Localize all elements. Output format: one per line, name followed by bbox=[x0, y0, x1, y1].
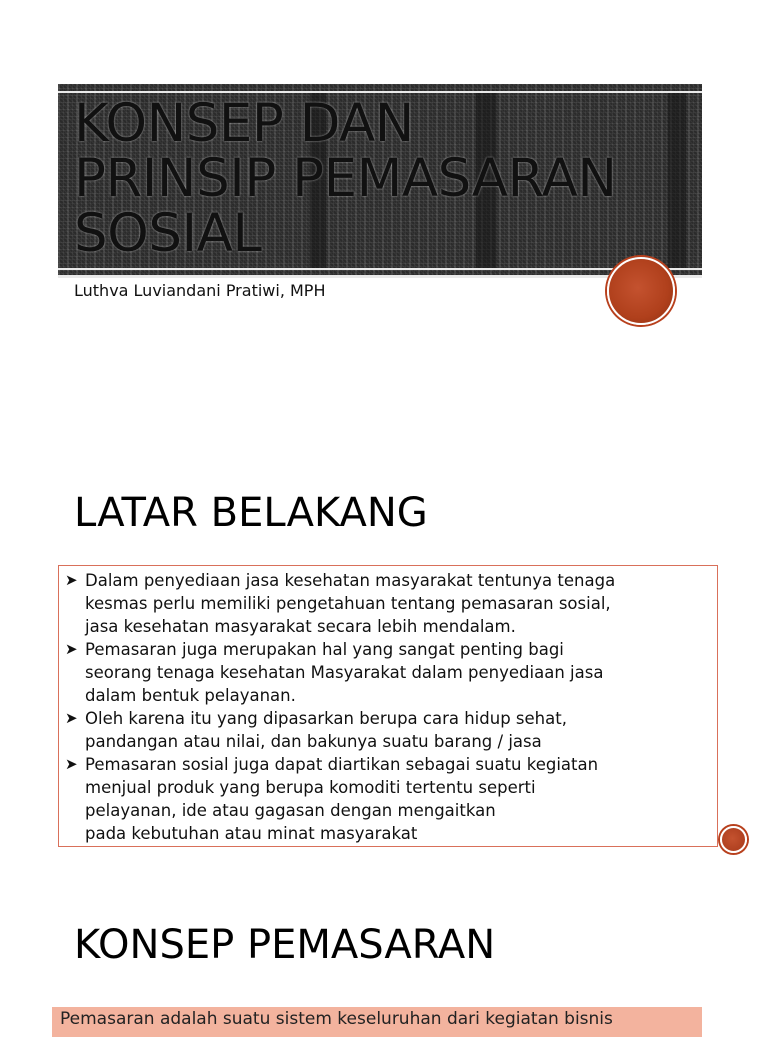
bullet-line: Dalam penyediaan jasa kesehatan masyarakat tentunya tenaga bbox=[85, 571, 616, 590]
bullet-line: Pemasaran sosial juga dapat diartikan sebagai suatu kegiatan bbox=[85, 755, 599, 774]
list-item bbox=[65, 707, 711, 753]
arrow-bullet-icon: ➤ bbox=[65, 571, 78, 589]
section-title: LATAR BELAKANG bbox=[74, 490, 428, 536]
slide-title-line: KONSEP DAN bbox=[74, 93, 414, 154]
bullet-line: Pemasaran juga merupakan hal yang sangat penting bagi bbox=[85, 640, 564, 659]
title-band-line bbox=[58, 268, 702, 270]
bullet-line: Oleh karena itu yang dipasarkan berupa cara hidup sehat, bbox=[85, 709, 567, 728]
slide-title-line: PRINSIP PEMASARAN bbox=[74, 148, 617, 209]
decorative-circle-icon bbox=[607, 257, 675, 325]
slide-title-line: SOSIAL bbox=[74, 203, 262, 264]
bullet-line: jasa kesehatan masyarakat secara lebih mendalam. bbox=[85, 617, 516, 636]
list-item bbox=[65, 753, 711, 845]
section-title: KONSEP PEMASARAN bbox=[74, 922, 496, 968]
arrow-bullet-icon: ➤ bbox=[65, 640, 78, 658]
author-name: Luthva Luviandani Pratiwi, MPH bbox=[74, 281, 326, 300]
bullet-list-box bbox=[58, 565, 718, 847]
decorative-circle-icon bbox=[720, 826, 747, 853]
bullet-line: pelayanan, ide atau gagasan dengan mengaitkan bbox=[85, 801, 496, 820]
bullet-line: kesmas perlu memiliki pengetahuan tentang pemasaran sosial, bbox=[85, 594, 611, 613]
arrow-bullet-icon: ➤ bbox=[65, 709, 78, 727]
bullet-line: menjual produk yang berupa komoditi tertentu seperti bbox=[85, 778, 536, 797]
arrow-bullet-icon: ➤ bbox=[65, 755, 78, 773]
bullet-line: pandangan atau nilai, dan bakunya suatu barang / jasa bbox=[85, 732, 542, 751]
list-item bbox=[65, 638, 711, 707]
slide-title bbox=[74, 93, 694, 264]
title-band-bottom-line bbox=[58, 275, 702, 278]
list-item bbox=[65, 569, 711, 638]
bullet-line: dalam bentuk pelayanan. bbox=[85, 686, 296, 705]
bullet-line: pada kebutuhan atau minat masyarakat bbox=[85, 824, 418, 843]
bullet-list bbox=[65, 569, 711, 845]
bullet-line: seorang tenaga kesehatan Masyarakat dalam penyediaan jasa bbox=[85, 663, 604, 682]
highlight-band bbox=[52, 1007, 702, 1037]
band-text: Pemasaran adalah suatu sistem keseluruhan dari kegiatan bisnis bbox=[60, 1009, 613, 1029]
